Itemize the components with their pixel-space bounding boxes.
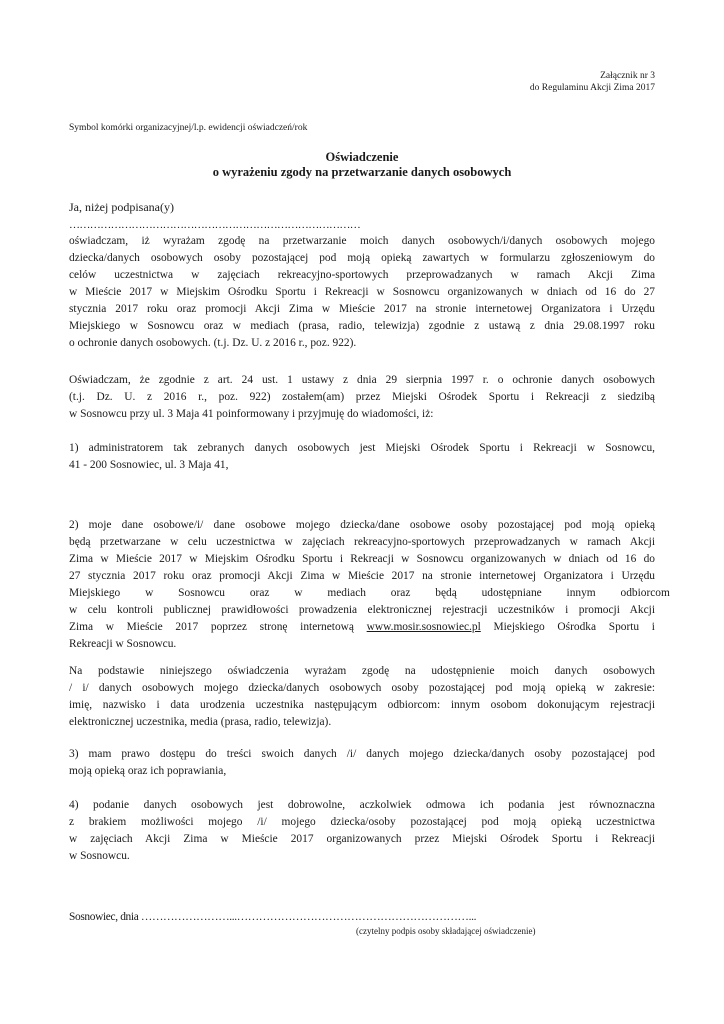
paragraph1-line: Miejskiego w Sosnowcu oraz w mediach (prasa, radio, telewizja) zgodnie z ustawą z dnia 29.08.1997 roku bbox=[69, 320, 655, 332]
information-paragraph bbox=[69, 372, 655, 423]
paragraph1-line: stycznia 2017 roku oraz promocji Akcji Zima w Mieście 2017 na stronie internetowej Organizatora i Urzędu bbox=[69, 303, 655, 315]
paragraph3-line: imię, nazwisko i data urodzenia uczestnika następującym odbiorcom: innym osobom dokonującym rejestracji bbox=[69, 699, 655, 711]
paragraph3-line: elektronicznej uczestnika, media (prasa, radio, telewizja). bbox=[69, 716, 332, 728]
signer-dots-line: ………………………………………………………………………… bbox=[69, 219, 361, 231]
title-line-1: Oświadczenie bbox=[325, 150, 399, 164]
signature-line bbox=[69, 909, 609, 926]
point1-line: 41 - 200 Sosnowiec, ul. 3 Maja 41, bbox=[69, 459, 229, 471]
point2-line: w celu kontroli publicznej prawidłowości prowadzenia elektronicznej rejestracji uczestników i promocji Akcji bbox=[69, 604, 655, 616]
paragraph1-line: oświadczam, iż wyrażam zgodę na przetwarzanie moich danych osobowych/i/danych osobowych mojego bbox=[69, 235, 655, 247]
attachment-note bbox=[530, 70, 655, 94]
point4-line: w zajęciach Akcji Zima w Mieście 2017 organizowanych przez Miejski Ośrodek Sportu i Rekreacji bbox=[69, 833, 655, 845]
consent-paragraph bbox=[69, 233, 655, 352]
point2-line: 2) moje dane osobowe/i/ dane osobowe mojego dziecka/dane osobowe osoby pozostającej pod moją opieką bbox=[69, 519, 655, 531]
signer-intro bbox=[69, 199, 655, 216]
point2-link-after: Miejskiego Ośrodka Sportu i bbox=[493, 621, 655, 633]
point-3 bbox=[69, 746, 655, 780]
paragraph1-line: celów uczestnictwa w zajęciach rekreacyjno-sportowych przeprowadzanych w ramach Akcji Zima bbox=[69, 269, 655, 281]
attachment-line-2: do Regulaminu Akcji Zima 2017 bbox=[529, 83, 655, 93]
paragraph3-line: Na podstawie niniejszego oświadczenia wyrażam zgodę na udostępnienie moich danych osobowych bbox=[69, 665, 655, 677]
place-date-field: Sosnowiec, dnia ……………………...………………………………………………………... bbox=[69, 911, 477, 923]
point-4 bbox=[69, 797, 655, 865]
title-line-2: o wyrażeniu zgody na przetwarzanie danych osobowych bbox=[212, 165, 512, 179]
document-title bbox=[0, 150, 724, 180]
point2-link-line bbox=[69, 619, 655, 636]
point4-line: w Sosnowcu. bbox=[69, 850, 130, 862]
paragraph1-line: w Mieście 2017 w Miejskim Ośrodku Sportu i Rekreacji w Sosnowcu organizowanych w dniach od 16 do 27 bbox=[69, 286, 655, 298]
point3-line: moją opieką oraz ich poprawiania, bbox=[69, 765, 227, 777]
point4-line: 4) podanie danych osobowych jest dobrowolne, aczkolwiek odmowa ich podania jest równoznaczna bbox=[69, 799, 655, 811]
paragraph1-line: o ochronie danych osobowych. (t.j. Dz. U. z 2016 r., poz. 922). bbox=[69, 337, 357, 349]
signature-note: (czytelny podpis osoby składającej oświadczenie) bbox=[356, 926, 536, 936]
point-2 bbox=[69, 517, 670, 653]
symbol-line: Symbol komórki organizacyjnej/l.p. ewidencji oświadczeń/rok bbox=[69, 123, 308, 133]
point2-line: Miejskiego w Sosnowcu oraz w mediach oraz będą udostępniane innym odbiorcom bbox=[69, 587, 670, 599]
point2-line: Zima w Mieście 2017 w Miejskim Ośrodku Sportu i Rekreacji w Sosnowcu organizowanych w dniach od 16 do bbox=[69, 553, 655, 565]
point2-line: Rekreacji w Sosnowcu. bbox=[69, 638, 177, 650]
paragraph3-line: / i/ danych osobowych mojego dziecka/danych osobowych osoby pozostającej pod moją opieką w zakresie: bbox=[69, 682, 655, 694]
paragraph2-line: w Sosnowcu przy ul. 3 Maja 41 poinformowany i przyjmuję do wiadomości, iż: bbox=[69, 408, 434, 420]
paragraph2-line: (t.j. Dz. U. z 2016 r., poz. 922) zostałem(am) przez Miejski Ośrodek Sportu i Rekreacji z siedzibą bbox=[69, 391, 655, 403]
attachment-line-1: Załącznik nr 3 bbox=[600, 71, 655, 81]
paragraph2-line: Oświadczam, że zgodnie z art. 24 ust. 1 ustawy z dnia 29 sierpnia 1997 r. o ochronie danych osobowych bbox=[69, 374, 655, 386]
point-1 bbox=[69, 440, 655, 474]
point2-line: 27 stycznia 2017 roku oraz promocji Akcji Zima w Mieście 2017 na stronie internetowej Organizatora i Urzędu bbox=[69, 570, 655, 582]
point2-line: będą przetwarzane w celu uczestnictwa w zajęciach rekreacyjno-sportowych przeprowadzanych w ramach Akcji bbox=[69, 536, 655, 548]
point3-line: 3) mam prawo dostępu do treści swoich danych /i/ danych mojego dziecka/danych osoby pozostającej pod bbox=[69, 748, 655, 760]
mosir-website-link[interactable]: www.mosir.sosnowiec.pl bbox=[366, 621, 481, 633]
paragraph1-line: dziecka/danych osobowych osoby pozostającej pod moją opieką zawartych w formularzu zgłoszeniowym do bbox=[69, 252, 655, 264]
point4-line: z brakiem możliwości mojego /i/ mojego dziecka/osoby pozostającej pod moją opieką uczestnictwa bbox=[69, 816, 655, 828]
disclosure-paragraph bbox=[69, 663, 655, 731]
point1-line: 1) administratorem tak zebranych danych osobowych jest Miejski Ośrodek Sportu i Rekreacji w Sosnowcu, bbox=[69, 442, 655, 454]
signer-dots bbox=[69, 218, 449, 232]
signer-label: Ja, niżej podpisana(y) bbox=[69, 200, 174, 214]
point2-link-before: Zima w Mieście 2017 poprzez stronę internetową bbox=[69, 621, 354, 633]
